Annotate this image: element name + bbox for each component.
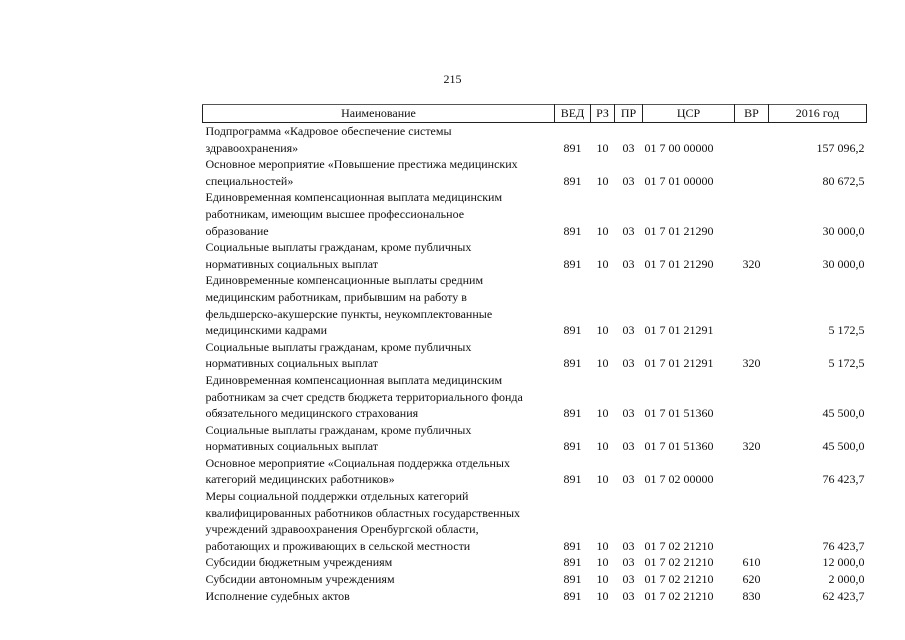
row-sum: 45 500,0 <box>822 439 865 454</box>
row-name-line: Основное мероприятие «Социальная поддержка отдельных <box>205 455 510 470</box>
row-csr: 01 7 02 21210 <box>644 572 714 587</box>
row-rz: 10 <box>596 538 609 553</box>
row-name-line: нормативных социальных выплат <box>205 439 379 454</box>
row-csr: 01 7 02 00000 <box>644 472 714 487</box>
table-row <box>203 123 867 157</box>
row-rz: 10 <box>596 323 609 338</box>
row-pr: 03 <box>622 472 635 487</box>
row-ved: 891 <box>563 256 582 271</box>
row-ved: 891 <box>563 572 582 587</box>
table-row <box>203 339 867 372</box>
table-row <box>203 156 867 189</box>
row-name <box>203 455 555 488</box>
row-pr: 03 <box>622 173 635 188</box>
row-name-line: медицинским работникам, прибывшим на работу в <box>205 289 467 304</box>
row-name-line: учреждений здравоохранения Оренбургской области, <box>205 522 479 537</box>
row-name-line: специальностей» <box>205 173 294 188</box>
row-csr: 01 7 01 21291 <box>644 323 714 338</box>
row-name-line: Единовременная компенсационная выплата медицинским <box>205 190 503 205</box>
header-row <box>203 105 867 123</box>
budget-table <box>202 104 867 604</box>
row-csr: 01 7 01 21290 <box>644 256 714 271</box>
row-rz: 10 <box>596 472 609 487</box>
row-vr <box>735 123 769 157</box>
column-header-pr: ПР <box>615 105 643 123</box>
row-name-line: Социальные выплаты гражданам, кроме публичных <box>205 339 472 354</box>
row-csr: 01 7 02 21210 <box>644 588 714 603</box>
row-vr <box>735 189 769 239</box>
row-name <box>203 422 555 455</box>
row-name <box>203 588 555 605</box>
row-name-line: Подпрограмма «Кадровое обеспечение системы <box>205 124 452 138</box>
row-name-line: образование <box>205 223 269 238</box>
row-name-line: работникам, имеющим высшее профессиональное <box>205 206 465 221</box>
row-name-line: Основное мероприятие «Повышение престижа медицинских <box>205 157 518 172</box>
row-name-line: работникам за счет средств бюджета территориального фонда <box>205 389 523 404</box>
row-sum: 76 423,7 <box>822 538 865 553</box>
row-vr: 620 <box>742 572 761 587</box>
column-header-vr: ВР <box>735 105 769 123</box>
row-vr <box>735 455 769 488</box>
row-vr <box>735 488 769 554</box>
row-name-line: работающих и проживающих в сельской местности <box>205 538 471 553</box>
row-rz: 10 <box>596 140 609 155</box>
row-csr: 01 7 01 51360 <box>644 439 714 454</box>
row-rz: 10 <box>596 223 609 238</box>
row-ved: 891 <box>563 439 582 454</box>
table-row <box>203 455 867 488</box>
row-sum: 30 000,0 <box>822 256 865 271</box>
row-pr: 03 <box>622 538 635 553</box>
row-name <box>203 339 555 372</box>
row-name-line: Социальные выплаты гражданам, кроме публичных <box>205 422 472 437</box>
row-pr: 03 <box>622 406 635 421</box>
row-vr: 610 <box>742 555 761 570</box>
table-row <box>203 239 867 272</box>
row-pr: 03 <box>622 256 635 271</box>
row-csr: 01 7 00 00000 <box>644 140 714 155</box>
row-csr: 01 7 02 21210 <box>644 555 714 570</box>
row-pr: 03 <box>622 572 635 587</box>
row-rz: 10 <box>596 588 609 603</box>
row-name-line: фельдшерско-акушерские пункты, неукомплектованные <box>205 306 493 321</box>
column-header-rz: РЗ <box>591 105 615 123</box>
row-ved: 891 <box>563 588 582 603</box>
row-pr: 03 <box>622 223 635 238</box>
row-name-line: здравоохранения» <box>205 140 299 155</box>
row-sum: 30 000,0 <box>822 223 865 238</box>
row-pr: 03 <box>622 555 635 570</box>
row-ved: 891 <box>563 173 582 188</box>
table-row <box>203 189 867 239</box>
row-rz: 10 <box>596 406 609 421</box>
row-pr: 03 <box>622 439 635 454</box>
row-name-line: нормативных социальных выплат <box>205 356 379 371</box>
row-rz: 10 <box>596 173 609 188</box>
table-row <box>203 571 867 588</box>
row-name-line: квалифицированных работников областных государственных <box>205 505 521 520</box>
column-header-csr: ЦСР <box>643 105 735 123</box>
row-name <box>203 123 555 157</box>
row-vr: 830 <box>742 588 761 603</box>
row-name-line: Социальные выплаты гражданам, кроме публичных <box>205 240 472 255</box>
row-vr: 320 <box>742 439 761 454</box>
row-rz: 10 <box>596 439 609 454</box>
row-name-line: Субсидии бюджетным учреждениям <box>205 555 393 570</box>
row-vr: 320 <box>742 256 761 271</box>
table-row <box>203 272 867 338</box>
row-csr: 01 7 01 21291 <box>644 356 714 371</box>
column-header-sum: 2016 год <box>769 105 867 123</box>
row-name <box>203 189 555 239</box>
row-pr: 03 <box>622 323 635 338</box>
row-ved: 891 <box>563 538 582 553</box>
row-name-line: Исполнение судебных актов <box>205 588 350 603</box>
row-ved: 891 <box>563 140 582 155</box>
row-sum: 157 096,2 <box>816 140 865 155</box>
row-name-line: обязательного медицинского страхования <box>205 406 419 421</box>
row-name <box>203 372 555 422</box>
row-ved: 891 <box>563 223 582 238</box>
row-name <box>203 239 555 272</box>
row-ved: 891 <box>563 406 582 421</box>
row-sum: 12 000,0 <box>822 555 865 570</box>
row-vr <box>735 156 769 189</box>
column-header-name: Наименование <box>203 105 555 123</box>
row-ved: 891 <box>563 323 582 338</box>
row-ved: 891 <box>563 356 582 371</box>
row-rz: 10 <box>596 572 609 587</box>
row-name-line: нормативных социальных выплат <box>205 256 379 271</box>
row-csr: 01 7 02 21210 <box>644 538 714 553</box>
row-sum: 5 172,5 <box>828 323 865 338</box>
row-ved: 891 <box>563 472 582 487</box>
row-name <box>203 554 555 571</box>
row-vr: 320 <box>742 356 761 371</box>
row-name <box>203 488 555 554</box>
page-number: 215 <box>443 72 462 86</box>
row-sum: 5 172,5 <box>828 356 865 371</box>
row-vr <box>735 272 769 338</box>
row-csr: 01 7 01 21290 <box>644 223 714 238</box>
table-row <box>203 554 867 571</box>
row-sum: 80 672,5 <box>822 173 865 188</box>
row-name <box>203 272 555 338</box>
row-name <box>203 571 555 588</box>
row-rz: 10 <box>596 256 609 271</box>
table-row <box>203 488 867 554</box>
row-sum: 76 423,7 <box>822 472 865 487</box>
row-pr: 03 <box>622 588 635 603</box>
row-name-line: медицинскими кадрами <box>205 323 328 338</box>
row-name <box>203 156 555 189</box>
row-name-line: Меры социальной поддержки отдельных категорий <box>205 489 469 504</box>
row-name-line: категорий медицинских работников» <box>205 472 395 487</box>
row-csr: 01 7 01 51360 <box>644 406 714 421</box>
table-body <box>203 123 867 605</box>
table-row <box>203 422 867 455</box>
row-sum: 2 000,0 <box>828 572 865 587</box>
row-sum: 45 500,0 <box>822 406 865 421</box>
table-row <box>203 588 867 605</box>
row-name-line: Единовременные компенсационные выплаты средним <box>205 273 484 288</box>
row-pr: 03 <box>622 356 635 371</box>
row-ved: 891 <box>563 555 582 570</box>
table-row <box>203 372 867 422</box>
row-vr <box>735 372 769 422</box>
row-csr: 01 7 01 00000 <box>644 173 714 188</box>
row-name-line: Единовременная компенсационная выплата медицинским <box>205 372 503 387</box>
row-sum: 62 423,7 <box>822 588 865 603</box>
column-header-ved: ВЕД <box>555 105 591 123</box>
table-header <box>203 105 867 123</box>
row-rz: 10 <box>596 555 609 570</box>
row-rz: 10 <box>596 356 609 371</box>
row-pr: 03 <box>622 140 635 155</box>
row-name-line: Субсидии автономным учреждениям <box>205 572 395 587</box>
